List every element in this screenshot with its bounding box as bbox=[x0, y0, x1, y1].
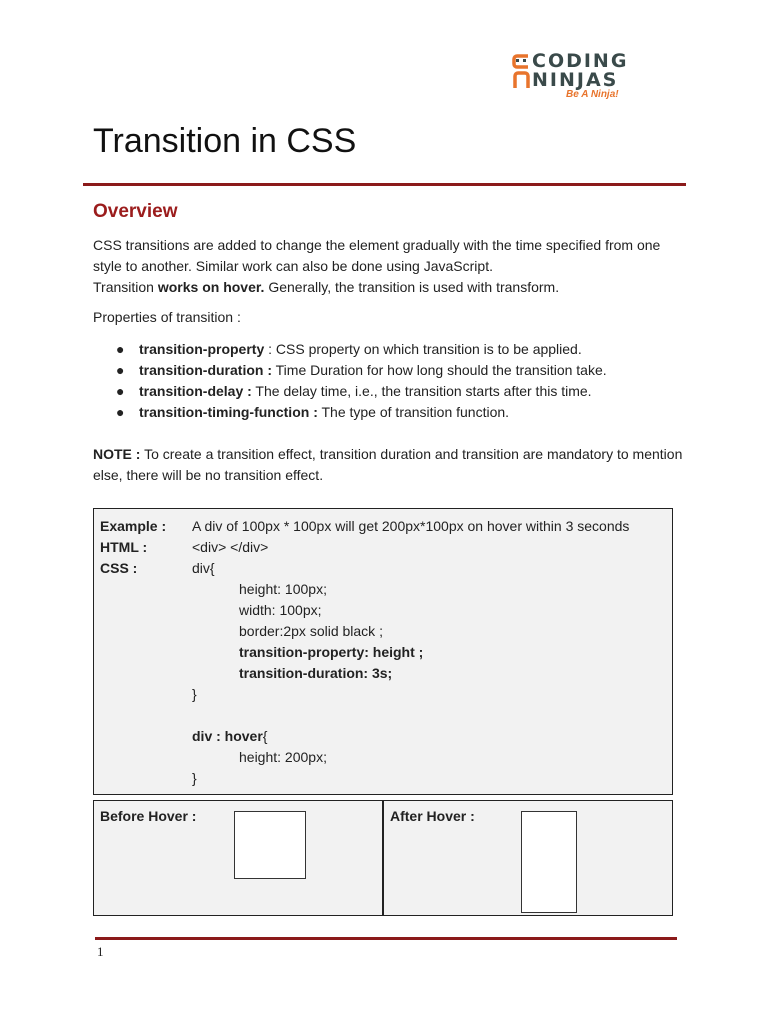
bullet-icon: ● bbox=[116, 362, 125, 378]
list-item bbox=[93, 360, 683, 381]
title-divider bbox=[83, 183, 686, 186]
overview-heading: Overview bbox=[93, 201, 178, 222]
bullet-icon: ● bbox=[116, 383, 125, 399]
hover-height: height: 200px; bbox=[239, 749, 327, 765]
css-width: width: 100px; bbox=[239, 602, 322, 618]
css-open: div{ bbox=[192, 560, 215, 576]
css-height: height: 100px; bbox=[239, 581, 327, 597]
property-name: transition-delay : bbox=[139, 383, 252, 399]
intro-line-1: CSS transitions are added to change the element gradually with the time specified from one style to another. Similar work can also be done using JavaScript. bbox=[93, 237, 661, 274]
example-text: A div of 100px * 100px will get 200px*100px on hover within 3 seconds bbox=[192, 518, 630, 534]
intro-line-2-suffix: Generally, the transition is used with transform. bbox=[264, 279, 560, 295]
note-text: To create a transition effect, transition duration and transition are mandatory to mention else, there will be no transition effect. bbox=[93, 446, 683, 483]
property-desc: The delay time, i.e., the transition starts after this time. bbox=[251, 383, 592, 399]
hover-open: { bbox=[262, 728, 268, 744]
after-hover-box bbox=[383, 800, 673, 916]
list-item bbox=[93, 339, 683, 360]
page-number: 1 bbox=[97, 944, 104, 959]
css-label: CSS : bbox=[100, 560, 138, 576]
properties-list bbox=[93, 339, 683, 423]
coding-ninjas-logo bbox=[510, 50, 635, 104]
after-hover-label: After Hover : bbox=[390, 808, 475, 824]
logo-line-coding: CODING bbox=[532, 50, 629, 72]
property-desc: : CSS property on which transition is to be applied. bbox=[264, 341, 582, 357]
intro-line-2-bold: works on hover. bbox=[157, 279, 265, 295]
note-label: NOTE : bbox=[93, 446, 141, 462]
hover-close: } bbox=[192, 770, 197, 786]
css-border: border:2px solid black ; bbox=[239, 623, 383, 639]
example-label: Example : bbox=[100, 518, 167, 534]
bullet-icon: ● bbox=[116, 404, 125, 420]
logo-line-ninjas: NINJAS bbox=[532, 69, 619, 91]
footer-divider bbox=[95, 937, 677, 940]
property-desc: Time Duration for how long should the transition take. bbox=[272, 362, 607, 378]
example-box bbox=[93, 508, 673, 795]
css-transition-duration: transition-duration: 3s; bbox=[239, 665, 393, 681]
html-code: <div> </div> bbox=[192, 539, 269, 555]
intro-paragraph bbox=[93, 235, 683, 298]
html-label: HTML : bbox=[100, 539, 148, 555]
logo-tagline: Be A Ninja! bbox=[566, 89, 619, 100]
property-name: transition-timing-function : bbox=[139, 404, 318, 420]
note-paragraph bbox=[93, 444, 683, 486]
properties-intro: Properties of transition : bbox=[93, 309, 241, 325]
list-item bbox=[93, 381, 683, 402]
list-item bbox=[93, 402, 683, 423]
page-title: Transition in CSS bbox=[93, 122, 357, 160]
hover-rule bbox=[192, 726, 267, 747]
after-hover-rectangle bbox=[521, 811, 577, 913]
before-hover-square bbox=[234, 811, 306, 879]
ninja-mark-icon bbox=[512, 52, 532, 90]
before-hover-label: Before Hover : bbox=[100, 808, 197, 824]
property-name: transition-duration : bbox=[139, 362, 272, 378]
intro-line-2-prefix: Transition bbox=[93, 279, 158, 295]
property-desc: The type of transition function. bbox=[317, 404, 510, 420]
bullet-icon: ● bbox=[116, 341, 125, 357]
before-hover-box bbox=[93, 800, 383, 916]
css-close: } bbox=[192, 686, 197, 702]
hover-selector: div : hover bbox=[192, 728, 263, 744]
css-transition-property: transition-property: height ; bbox=[239, 644, 424, 660]
property-name: transition-property bbox=[139, 341, 265, 357]
